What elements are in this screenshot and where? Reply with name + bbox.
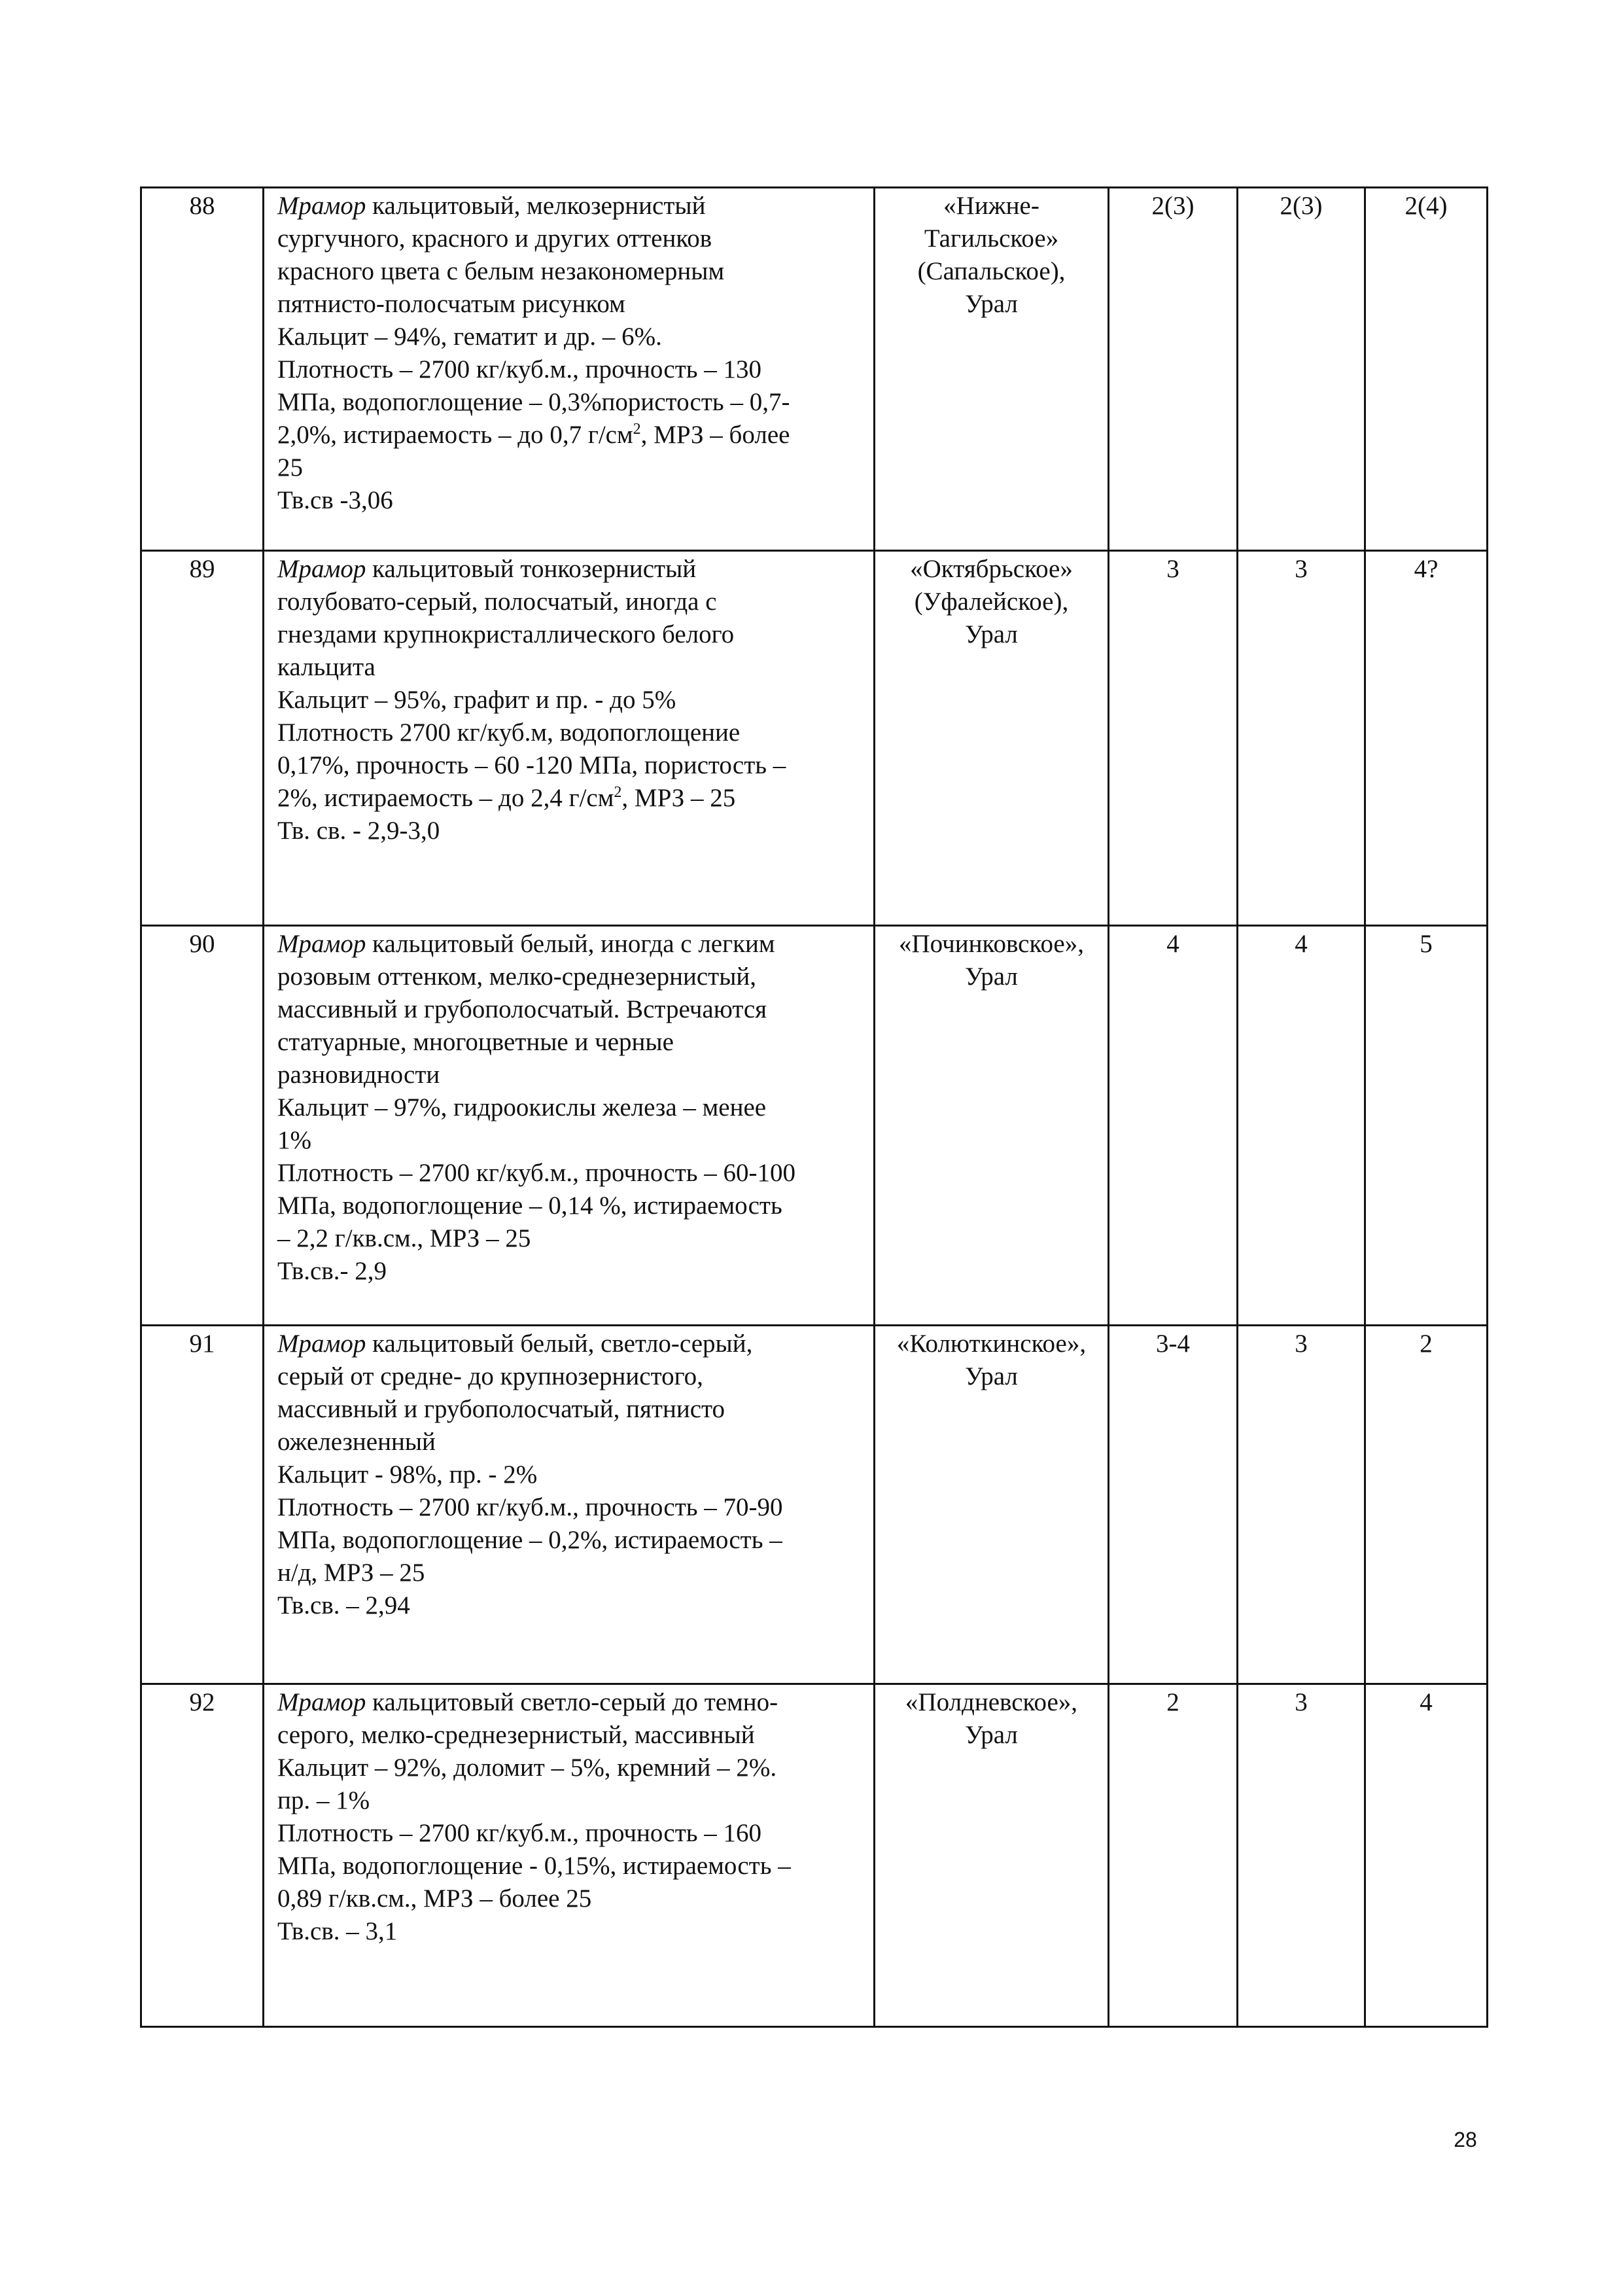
table-row xyxy=(141,1326,1488,1684)
row-number: 88 xyxy=(141,188,264,551)
grade-3: 5 xyxy=(1365,926,1488,1326)
grade-1: 3 xyxy=(1109,551,1238,926)
marble-deposits-table xyxy=(140,186,1488,2028)
page-number: 28 xyxy=(1454,2128,1477,2151)
grade-1: 2(3) xyxy=(1109,188,1238,551)
stone-description: Мрамор кальцитовый белый, иногда с легким розовым оттенком, мелко-среднезернистый, массивный и грубополосчатый. Встречаются статуарные, многоцветные и черные разновидности Кальцит – 97%, гидроокислы железа – менее 1% Плотность – 2700 кг/куб.м., прочность – 60-100 МПа, водопоглощение – 0,14 %, истираемость – 2,2 г/кв.см., МРЗ – 25 Тв.св.- 2,9 xyxy=(264,926,875,1326)
grade-2: 2(3) xyxy=(1238,188,1365,551)
grade-3: 2(4) xyxy=(1365,188,1488,551)
stone-description: Мрамор кальцитовый, мелкозернистый сургучного, красного и других оттенков красного цвета с белым незакономерным пятнисто-полосчатым рисунком Кальцит – 94%, гематит и др. – 6%. Плотность – 2700 кг/куб.м., прочность – 130 МПа, водопоглощение – 0,3%пористость – 0,7- 2,0%, истираемость – до 0,7 $г/см^2$, МРЗ – более 25 Тв.св -3,06 xyxy=(264,188,875,551)
stone-kind: Мрамор xyxy=(277,1688,366,1716)
grade-3: 4? xyxy=(1365,551,1488,926)
grade-2: 3 xyxy=(1238,1326,1365,1684)
row-number: 91 xyxy=(141,1326,264,1684)
stone-kind: Мрамор xyxy=(277,930,366,958)
grade-2: 4 xyxy=(1238,926,1365,1326)
table-row xyxy=(141,1684,1488,2027)
grade-3: 4 xyxy=(1365,1684,1488,2027)
grade-3: 2 xyxy=(1365,1326,1488,1684)
grade-1: 2 xyxy=(1109,1684,1238,2027)
deposit-name: «Колюткинское», Урал xyxy=(875,1326,1109,1684)
row-number: 90 xyxy=(141,926,264,1326)
stone-kind: Мрамор xyxy=(277,1330,366,1358)
table-row xyxy=(141,551,1488,926)
deposit-name: «Починковское», Урал xyxy=(875,926,1109,1326)
stone-kind: Мрамор xyxy=(277,192,366,220)
table-row xyxy=(141,188,1488,551)
stone-description: Мрамор кальцитовый светло-серый до темно- серого, мелко-среднезернистый, массивный Кальцит – 92%, доломит – 5%, кремний – 2%. пр. – 1% Плотность – 2700 кг/куб.м., прочность – 160 МПа, водопоглощение - 0,15%, истираемость – 0,89 г/кв.см., МРЗ – более 25 Тв.св. – 3,1 xyxy=(264,1684,875,2027)
row-number: 92 xyxy=(141,1684,264,2027)
table-row xyxy=(141,926,1488,1326)
grade-2: 3 xyxy=(1238,551,1365,926)
stone-kind: Мрамор xyxy=(277,555,366,583)
row-number: 89 xyxy=(141,551,264,926)
stone-description: Мрамор кальцитовый тонкозернистый голубовато-серый, полосчатый, иногда с гнездами крупнокристаллического белого кальцита Кальцит – 95%, графит и пр. - до 5% Плотность 2700 кг/куб.м, водопоглощение 0,17%, прочность – 60 -120 МПа, пористость – 2%, истираемость – до 2,4 $г/см^2$, МРЗ – 25 Тв. св. - 2,9-3,0 xyxy=(264,551,875,926)
grade-1: 3-4 xyxy=(1109,1326,1238,1684)
grade-2: 3 xyxy=(1238,1684,1365,2027)
deposit-name: «Нижне- Тагильское» (Сапальское), Урал xyxy=(875,188,1109,551)
grade-1: 4 xyxy=(1109,926,1238,1326)
stone-description: Мрамор кальцитовый белый, светло-серый, серый от средне- до крупнозернистого, массивный и грубополосчатый, пятнисто ожелезненный Кальцит - 98%, пр. - 2% Плотность – 2700 кг/куб.м., прочность – 70-90 МПа, водопоглощение – 0,2%, истираемость – н/д, МРЗ – 25 Тв.св. – 2,94 xyxy=(264,1326,875,1684)
deposit-name: «Полдневское», Урал xyxy=(875,1684,1109,2027)
deposit-name: «Октябрьское» (Уфалейское), Урал xyxy=(875,551,1109,926)
